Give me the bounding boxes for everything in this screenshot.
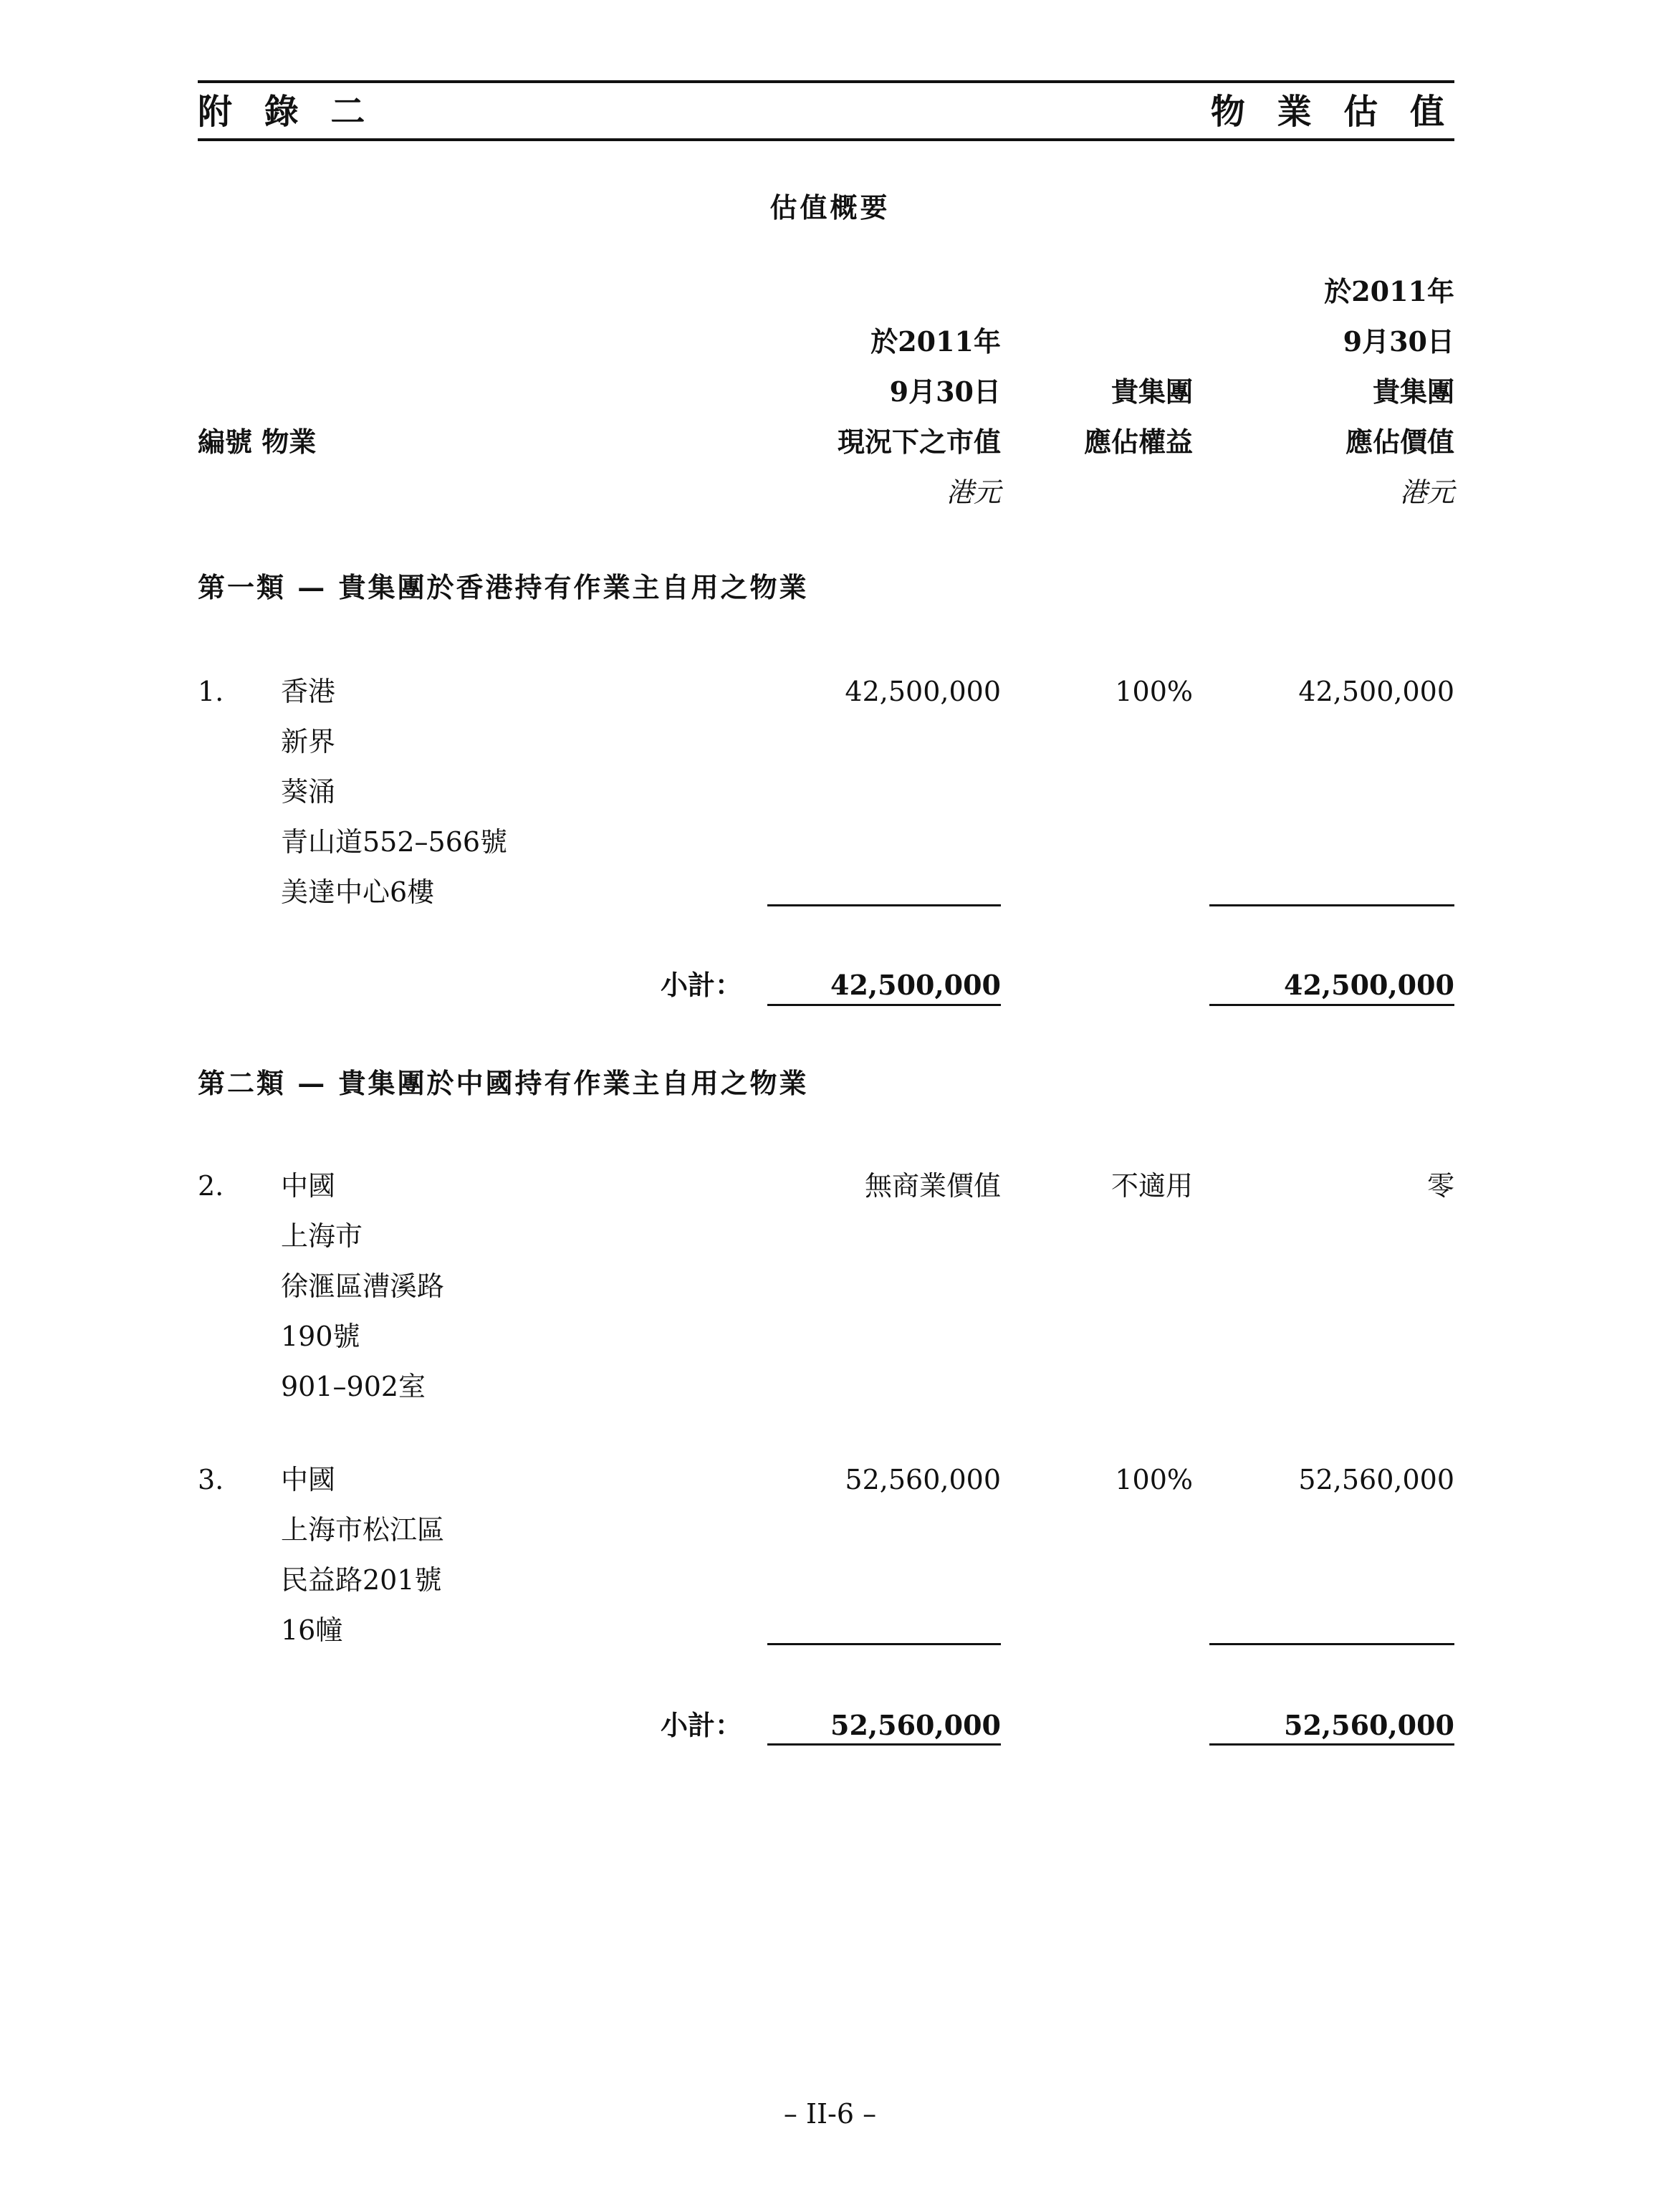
- page-number: – II-6 –: [783, 2098, 877, 2130]
- col-market-line3: 現況下之市值: [837, 426, 1001, 458]
- market-value: 無商業價值: [864, 1170, 1001, 1202]
- category-1-title: 第一類 — 貴集團於香港持有作業主自用之物業: [198, 571, 809, 603]
- address-line: 葵涌: [281, 776, 336, 808]
- interest-value: 不適用: [1110, 1170, 1193, 1202]
- appendix-label: 附 錄 二: [198, 92, 375, 132]
- property-number: 1.: [198, 676, 224, 707]
- interest-value: 100%: [1115, 676, 1193, 707]
- subtotal-label: 小計：: [661, 969, 743, 1001]
- address-line: 美達中心6樓: [281, 876, 435, 908]
- subtotal-underline: [1209, 1004, 1454, 1006]
- col-market-line2: 9月30日: [889, 375, 1001, 408]
- category-2-title: 第二類 — 貴集團於中國持有作業主自用之物業: [198, 1067, 809, 1099]
- address-line: 中國: [281, 1464, 336, 1495]
- property-number: 2.: [198, 1170, 224, 1202]
- col-interest-line2: 應佔權益: [1083, 426, 1193, 458]
- address-line: 901–902室: [281, 1371, 426, 1402]
- subtotal-market-value: 42,500,000: [830, 969, 1001, 1001]
- col-attr-unit: 港元: [1399, 477, 1454, 508]
- subtotal-attributable-value: 52,560,000: [1284, 1709, 1454, 1741]
- col-attr-line4: 應佔價值: [1345, 426, 1454, 458]
- col-no-property: 編號 物業: [198, 426, 317, 458]
- property-number: 3.: [198, 1464, 224, 1495]
- attributable-value: 零: [1426, 1170, 1454, 1202]
- total-rule: [767, 904, 1001, 906]
- address-line: 上海市松江區: [281, 1514, 445, 1546]
- col-market-line1: 於2011年: [870, 325, 1001, 358]
- col-attr-line3: 貴集團: [1372, 375, 1454, 408]
- total-rule: [767, 1643, 1001, 1645]
- subtotal-label: 小計：: [661, 1709, 743, 1741]
- col-market-unit: 港元: [946, 477, 1001, 508]
- header-top-rule: [198, 80, 1454, 83]
- address-line: 香港: [281, 676, 336, 707]
- attributable-value: 42,500,000: [1298, 676, 1454, 707]
- subtotal-underline: [767, 1743, 1001, 1746]
- page-title: 估值概要: [769, 191, 891, 224]
- subtotal-market-value: 52,560,000: [830, 1709, 1001, 1741]
- subtotal-underline: [1209, 1743, 1454, 1746]
- market-value: 52,560,000: [845, 1464, 1001, 1495]
- col-attr-line2: 9月30日: [1343, 325, 1454, 358]
- market-value: 42,500,000: [845, 676, 1001, 707]
- address-line: 中國: [281, 1170, 336, 1202]
- subtotal-attributable-value: 42,500,000: [1284, 969, 1454, 1001]
- interest-value: 100%: [1115, 1464, 1193, 1495]
- total-rule: [1209, 904, 1454, 906]
- header-bottom-rule: [198, 138, 1454, 141]
- total-rule: [1209, 1643, 1454, 1645]
- address-line: 190號: [281, 1321, 360, 1352]
- address-line: 16幢: [281, 1614, 343, 1646]
- address-line: 新界: [281, 726, 336, 757]
- address-line: 青山道552–566號: [281, 826, 508, 858]
- attributable-value: 52,560,000: [1298, 1464, 1454, 1495]
- address-line: 上海市: [281, 1220, 363, 1252]
- address-line: 民益路201號: [281, 1564, 442, 1596]
- section-label: 物 業 估 值: [1210, 92, 1454, 132]
- address-line: 徐滙區漕溪路: [281, 1270, 445, 1302]
- col-attr-line1: 於2011年: [1324, 275, 1454, 307]
- col-interest-line1: 貴集團: [1110, 375, 1193, 408]
- subtotal-underline: [767, 1004, 1001, 1006]
